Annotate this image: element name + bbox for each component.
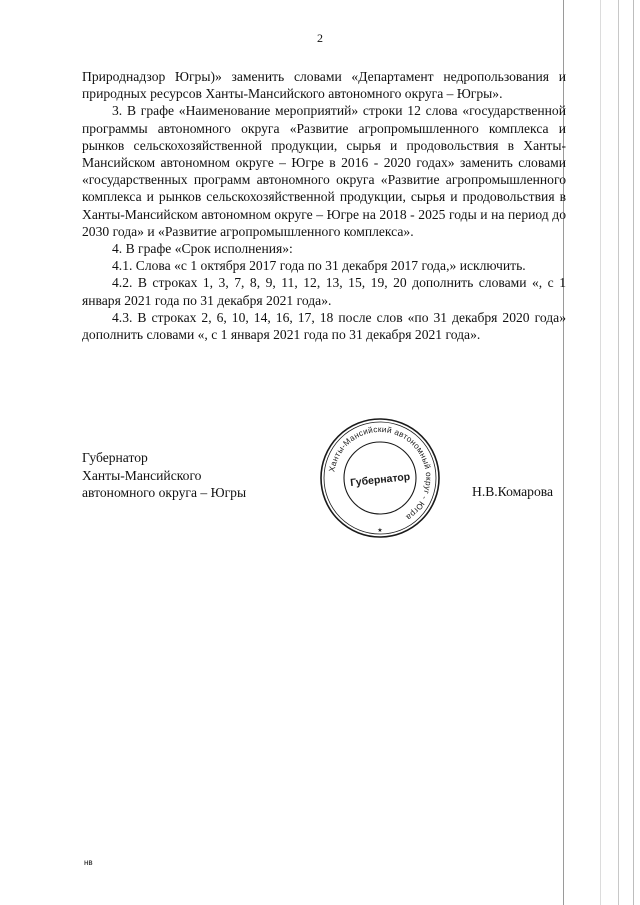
position-line: Губернатор xyxy=(82,450,148,465)
paragraph: 4.2. В строках 1, 3, 7, 8, 9, 11, 12, 13, 15, 19, 20 дополнить словами «, с 1 января 2021 года по 31 декабря 2021 года». xyxy=(82,275,566,308)
scan-edge-line xyxy=(633,0,634,905)
position-line: Ханты-Мансийского xyxy=(82,467,202,483)
page-number: 2 xyxy=(317,31,323,45)
paragraph: 4.3. В строках 2, 6, 10, 14, 16, 17, 18 после слов «по 31 декабря 2020 года» дополнить словами «, с 1 января 2021 года по 31 декабря 2021 года». xyxy=(82,309,566,343)
seal-star-icon: ★ xyxy=(377,528,383,534)
executor-mark: нв xyxy=(84,858,93,867)
scan-edge-line xyxy=(600,0,601,905)
document-body xyxy=(82,68,566,343)
paragraph: 3. В графе «Наименование мероприятий» строки 12 слова «государственной программы автономного округа «Развитие агропромышленного комплекса и рынков сельскохозяйственной продукции, сырья и продовольствия в Ханты-Мансийском автономном округе – Югре в 2016 - 2020 годах» заменить словами «государственных программ автономного округа «Развитие агропромышленного комплекса и рынков сельскохозяйственной продукции, сырья и продовольствия в Ханты-Мансийском автономном округе – Югре на 2018 - 2025 годы и на период до 2030 года» и «Развитие агропромышленного комплекса». xyxy=(82,103,566,239)
signer-name: Н.В.Комарова xyxy=(472,484,554,499)
paragraph: 4.1. Слова «с 1 октября 2017 года по 31 декабря 2017 года,» исключить. xyxy=(112,258,526,274)
seal-center-text: Губернатор xyxy=(349,470,411,490)
position-line: автономного округа – Югры xyxy=(82,485,247,501)
seal-ring-text: Ханты-Мансийский автономный округ - Югра xyxy=(327,424,434,522)
signatory-position xyxy=(82,449,246,502)
paragraph: 4. В графе «Срок исполнения»: xyxy=(112,241,293,257)
paragraph: Природнадзор Югры)» заменить словами «Департамент недропользования и природных ресурсов Ханты-Мансийского автономного округа – Югры». xyxy=(82,69,566,102)
scan-edge-line xyxy=(618,0,619,905)
official-seal xyxy=(318,416,442,540)
